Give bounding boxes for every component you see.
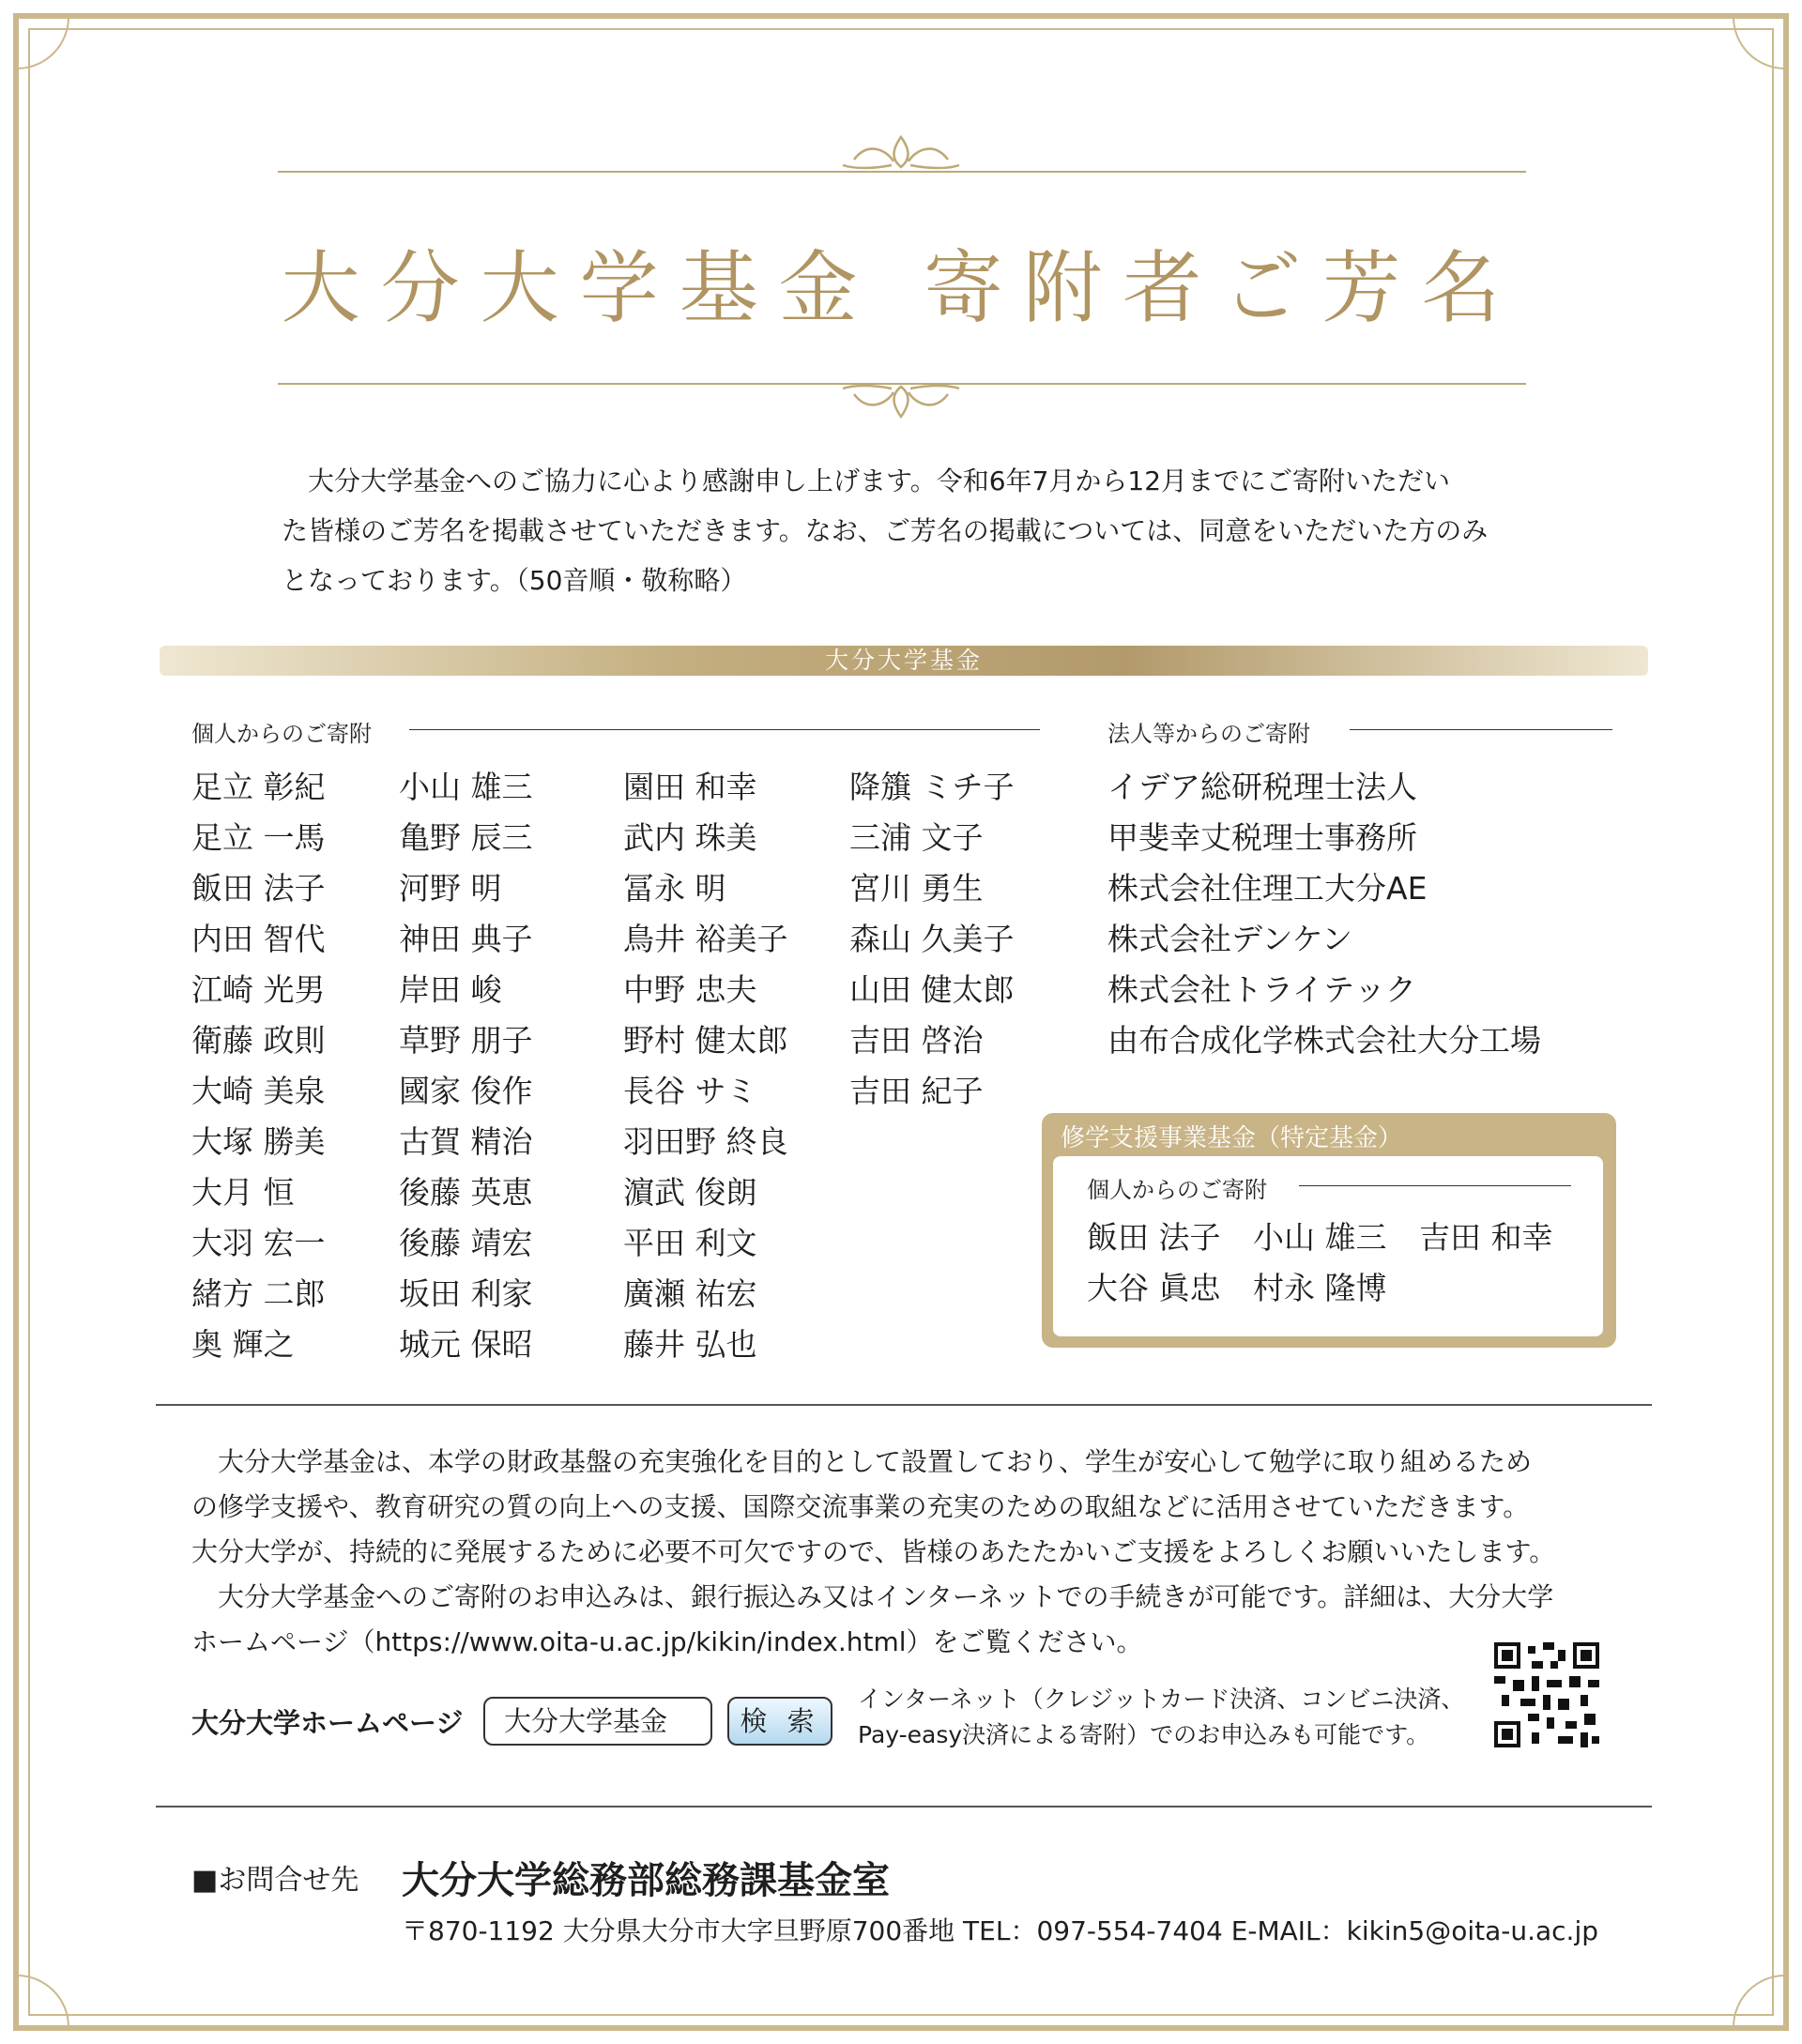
donor-name: 小山 雄三 <box>1253 1219 1387 1256</box>
qr-code-icon <box>1494 1642 1599 1747</box>
intro-line: 大分大学基金へのご協力に心より感謝申し上げます。令和6年7月から12月までにご寄附いただい <box>308 465 1451 496</box>
donor-name: 大崎 美泉 <box>191 1073 326 1109</box>
corporate-name: イデア総研税理士法人 <box>1107 769 1417 805</box>
flourish-ornament <box>835 131 967 175</box>
page-title: 大分大学基金 寄附者ご芳名 <box>281 242 1521 334</box>
corporate-name: 株式会社住理工大分AE <box>1107 870 1428 907</box>
note-line: インターネット（クレジットカード決済、コンビニ決済、 <box>858 1686 1465 1713</box>
intro-line: た皆様のご芳名を掲載させていただきます。なお、ご芳名の掲載については、同意をいただいた方のみ <box>282 515 1489 546</box>
donor-name: 濵武 俊朗 <box>623 1174 757 1211</box>
donor-name: 園田 和幸 <box>623 769 757 805</box>
donor-column-2 <box>399 762 533 1370</box>
donor-name: 吉田 啓治 <box>849 1022 984 1059</box>
donor-name: 吉田 和幸 <box>1419 1219 1553 1256</box>
donor-name: 冨永 明 <box>623 870 726 907</box>
corporate-name: 株式会社トライテック <box>1107 971 1417 1008</box>
donor-name: 國家 俊作 <box>399 1073 533 1109</box>
fund-band-label: 大分大学基金 <box>824 647 983 674</box>
heading-rule <box>409 729 1040 730</box>
donor-name: 森山 久美子 <box>849 921 1015 957</box>
corporate-list <box>1107 762 1541 1066</box>
donor-name: 大塚 勝美 <box>191 1123 326 1160</box>
corporate-name: 株式会社デンケン <box>1107 921 1353 957</box>
donor-name: 平田 利文 <box>623 1225 757 1261</box>
donor-name: 大月 恒 <box>191 1174 295 1211</box>
body-line: 大分大学基金は、本学の財政基盤の充実強化を目的として設置しており、学生が安心して勉学に取り組めるため <box>191 1446 1533 1477</box>
donor-name: 後藤 英恵 <box>399 1174 533 1211</box>
corporate-name: 甲斐幸丈税理士事務所 <box>1107 819 1417 856</box>
donor-name: 古賀 精治 <box>399 1123 533 1160</box>
search-button[interactable]: 検 索 <box>727 1697 832 1746</box>
donor-column-3 <box>623 762 788 1370</box>
special-fund-heading: 個人からのご寄附 <box>1087 1177 1267 1203</box>
donor-name: 廣瀬 祐宏 <box>623 1275 757 1312</box>
section-divider <box>156 1806 1652 1808</box>
donor-name: 小山 雄三 <box>399 769 533 805</box>
donor-name: 鳥井 裕美子 <box>623 921 788 957</box>
special-donor-row <box>1087 1263 1553 1314</box>
donor-name: 足立 一馬 <box>191 819 326 856</box>
donor-column-4 <box>849 762 1015 1117</box>
section-divider <box>156 1404 1652 1406</box>
donor-name: 大谷 眞忠 <box>1087 1270 1221 1306</box>
donor-name: 江崎 光男 <box>191 971 326 1008</box>
body-line: の修学支援や、教育研究の質の向上への支援、国際交流事業の充実のための取組などに活用させていただきます。 <box>191 1491 1530 1522</box>
intro-paragraph <box>282 456 1530 605</box>
special-fund-list <box>1087 1213 1553 1314</box>
heading-rule <box>1350 729 1612 730</box>
contact-organization: 大分大学総務部総務課基金室 <box>402 1859 890 1902</box>
body-line: 大分大学が、持続的に発展するために必要不可欠ですので、皆様のあたたかいご支援をよろしくお願いいたします。 <box>191 1536 1556 1567</box>
individual-heading: 個人からのご寄附 <box>191 721 372 747</box>
flourish-ornament <box>835 379 967 422</box>
donor-name: 岸田 峻 <box>399 971 502 1008</box>
special-donor-row <box>1087 1213 1553 1263</box>
donor-name: 中野 忠夫 <box>623 971 757 1008</box>
contact-label: ■お問合せ先 <box>191 1864 359 1897</box>
donor-name: 野村 健太郎 <box>623 1022 788 1059</box>
note-line: Pay-easy決済による寄附）でのお申込みも可能です。 <box>858 1721 1430 1748</box>
donor-name: 武内 珠美 <box>623 819 757 856</box>
donor-name: 飯田 法子 <box>1087 1219 1221 1256</box>
donor-name: 村永 隆博 <box>1253 1270 1387 1306</box>
body-line: 大分大学基金へのご寄附のお申込みは、銀行振込み又はインターネットでの手続きが可能です。詳細は、大分大学 <box>191 1581 1554 1612</box>
donor-name: 草野 朋子 <box>399 1022 533 1059</box>
donor-name: 城元 保昭 <box>399 1326 533 1363</box>
donor-name: 亀野 辰三 <box>399 819 533 856</box>
donor-name: 衛藤 政則 <box>191 1022 326 1059</box>
donor-name: 後藤 靖宏 <box>399 1225 533 1261</box>
corporate-name: 由布合成化学株式会社大分工場 <box>1107 1022 1541 1059</box>
special-fund-title: 修学支援事業基金（特定基金） <box>1061 1124 1403 1152</box>
heading-rule <box>1299 1185 1571 1186</box>
donor-name: 降籏 ミチ子 <box>849 769 1015 805</box>
donor-name: 河野 明 <box>399 870 502 907</box>
donor-name: 宮川 勇生 <box>849 870 984 907</box>
donor-name: 羽田野 終良 <box>623 1123 788 1160</box>
donor-name: 神田 典子 <box>399 921 533 957</box>
donor-name: 大羽 宏一 <box>191 1225 326 1261</box>
donor-name: 足立 彰紀 <box>191 769 326 805</box>
donor-name: 奥 輝之 <box>191 1326 295 1363</box>
online-note <box>858 1682 1464 1753</box>
donor-name: 藤井 弘也 <box>623 1326 757 1363</box>
intro-line: となっております。（50音順・敬称略） <box>282 565 747 596</box>
donor-name: 緒方 二郎 <box>191 1275 326 1312</box>
donor-name: 飯田 法子 <box>191 870 326 907</box>
donor-name: 吉田 紀子 <box>849 1073 984 1109</box>
donor-name: 三浦 文子 <box>849 819 984 856</box>
search-input[interactable]: 大分大学基金 <box>483 1697 712 1746</box>
body-line: ホームページ（https://www.oita-u.ac.jp/kikin/index.html）をご覧ください。 <box>191 1626 1143 1657</box>
fund-description <box>191 1440 1618 1665</box>
contact-address: 〒870-1192 大分県大分市大字旦野原700番地 TEL：097-554-7404 E-MAIL：kikin5@oita-u.ac.jp <box>402 1915 1599 1946</box>
donor-name: 坂田 利家 <box>399 1275 533 1312</box>
corporate-heading: 法人等からのご寄附 <box>1107 721 1310 747</box>
homepage-label: 大分大学ホームページ <box>191 1707 464 1739</box>
donor-column-1 <box>191 762 326 1370</box>
donor-name: 長谷 サミ <box>623 1073 757 1109</box>
donor-name: 山田 健太郎 <box>849 971 1015 1008</box>
donor-name: 内田 智代 <box>191 921 326 957</box>
